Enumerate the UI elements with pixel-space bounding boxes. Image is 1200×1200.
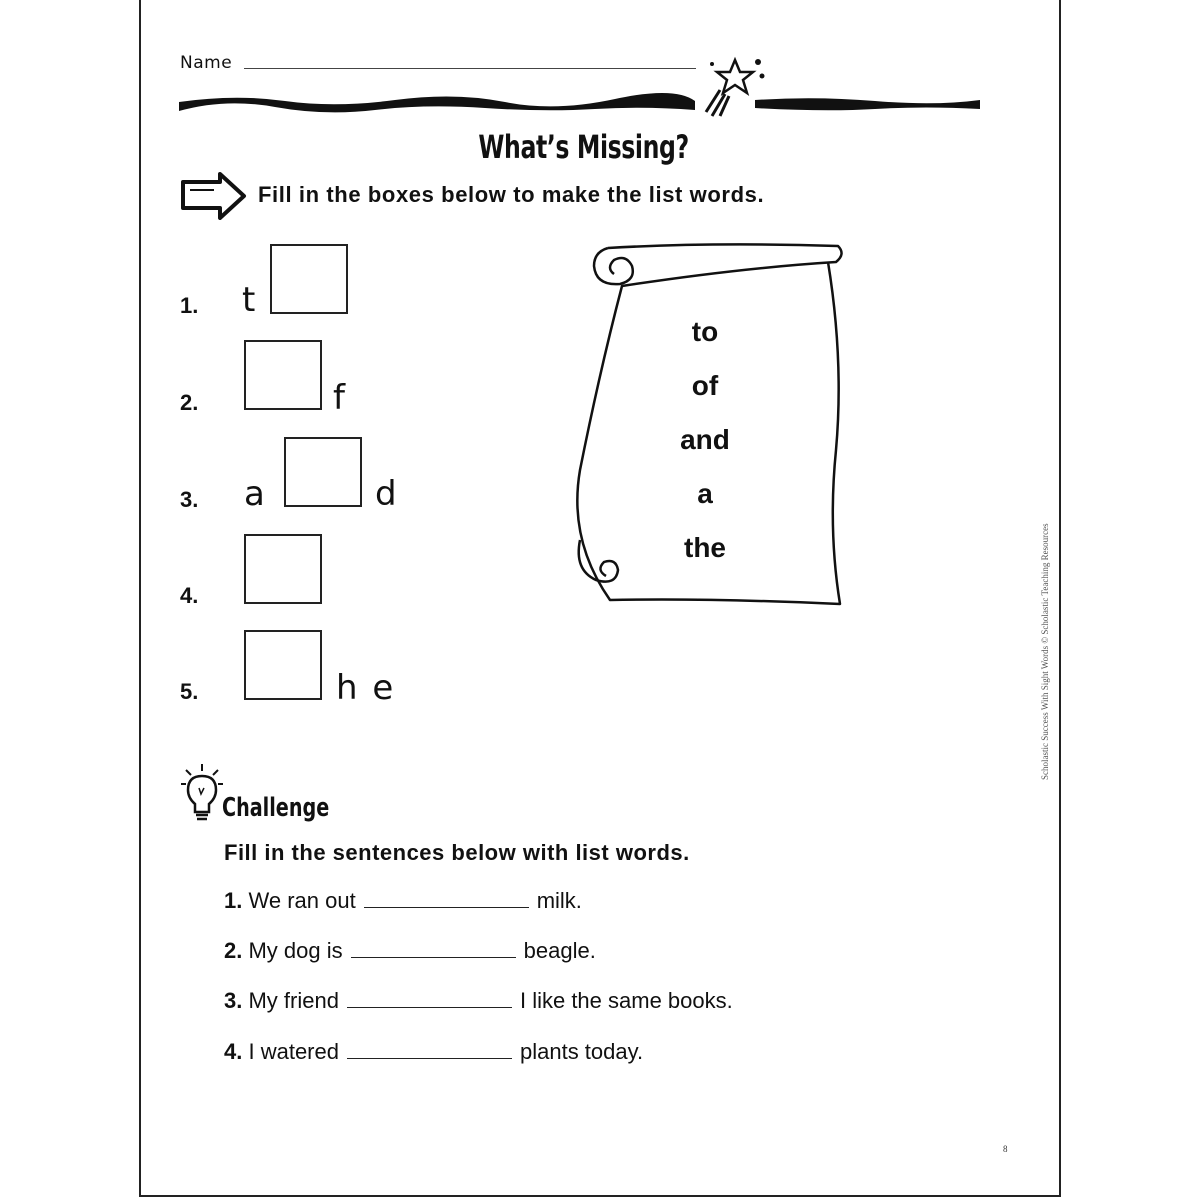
item-letter: d [375,474,397,514]
shooting-star-icon [700,50,770,120]
item-number: 3. [180,487,199,512]
sentence-number: 4. [224,1039,243,1064]
section-instruction: Fill in the boxes below to make the list words. [258,182,765,207]
challenge-sentence [224,988,733,1014]
page-number: 8 [1003,1144,1008,1154]
letter-box[interactable] [284,437,362,507]
challenge-instruction: Fill in the sentences below with list words. [224,840,690,865]
item-letter: t [242,280,256,320]
challenge-title: Challenge [222,793,330,823]
word-list [645,312,765,582]
letter-box[interactable] [270,244,348,314]
challenge-sentence [224,1039,643,1065]
item-letter: h e [336,668,396,708]
sentence-number: 1. [224,888,243,913]
word-list-item: of [691,370,719,401]
item-letter: f [333,378,345,418]
sentence-end: milk. [536,888,582,913]
answer-blank[interactable] [347,1044,512,1059]
sentence-end: beagle. [523,938,596,963]
challenge-sentence [224,938,596,964]
sentence-start: I watered [248,1039,339,1064]
arrow-icon [180,172,248,220]
letter-box[interactable] [244,630,322,700]
letter-box[interactable] [244,340,322,410]
word-list-item: the [684,532,726,563]
lightbulb-icon [180,762,224,824]
sentence-end: plants today. [519,1039,644,1064]
word-list-item: to [691,316,719,347]
sentence-start: My dog is [248,938,343,963]
sentence-number: 2. [224,938,243,963]
answer-blank[interactable] [351,943,516,958]
sentence-number: 3. [224,988,243,1013]
name-label: Name [180,53,233,73]
challenge-sentence [224,888,582,914]
page-title: What’s Missing? [478,128,689,166]
word-list-item: a [697,478,713,509]
item-letter: a [244,474,265,514]
item-number: 1. [180,293,199,318]
side-credit: Scholastic Success With Sight Words © Scholastic Teaching Resources [1040,523,1050,780]
sentence-start: My friend [248,988,339,1013]
word-list-item: and [680,424,730,455]
answer-blank[interactable] [347,993,512,1008]
item-number: 4. [180,583,199,608]
name-input-line[interactable] [244,68,696,69]
item-number: 2. [180,390,199,415]
answer-blank[interactable] [364,893,529,908]
sentence-start: We ran out [248,888,356,913]
decorative-rule [175,82,985,122]
sentence-end: I like the same books. [519,988,733,1013]
letter-box[interactable] [244,534,322,604]
item-number: 5. [180,679,199,704]
